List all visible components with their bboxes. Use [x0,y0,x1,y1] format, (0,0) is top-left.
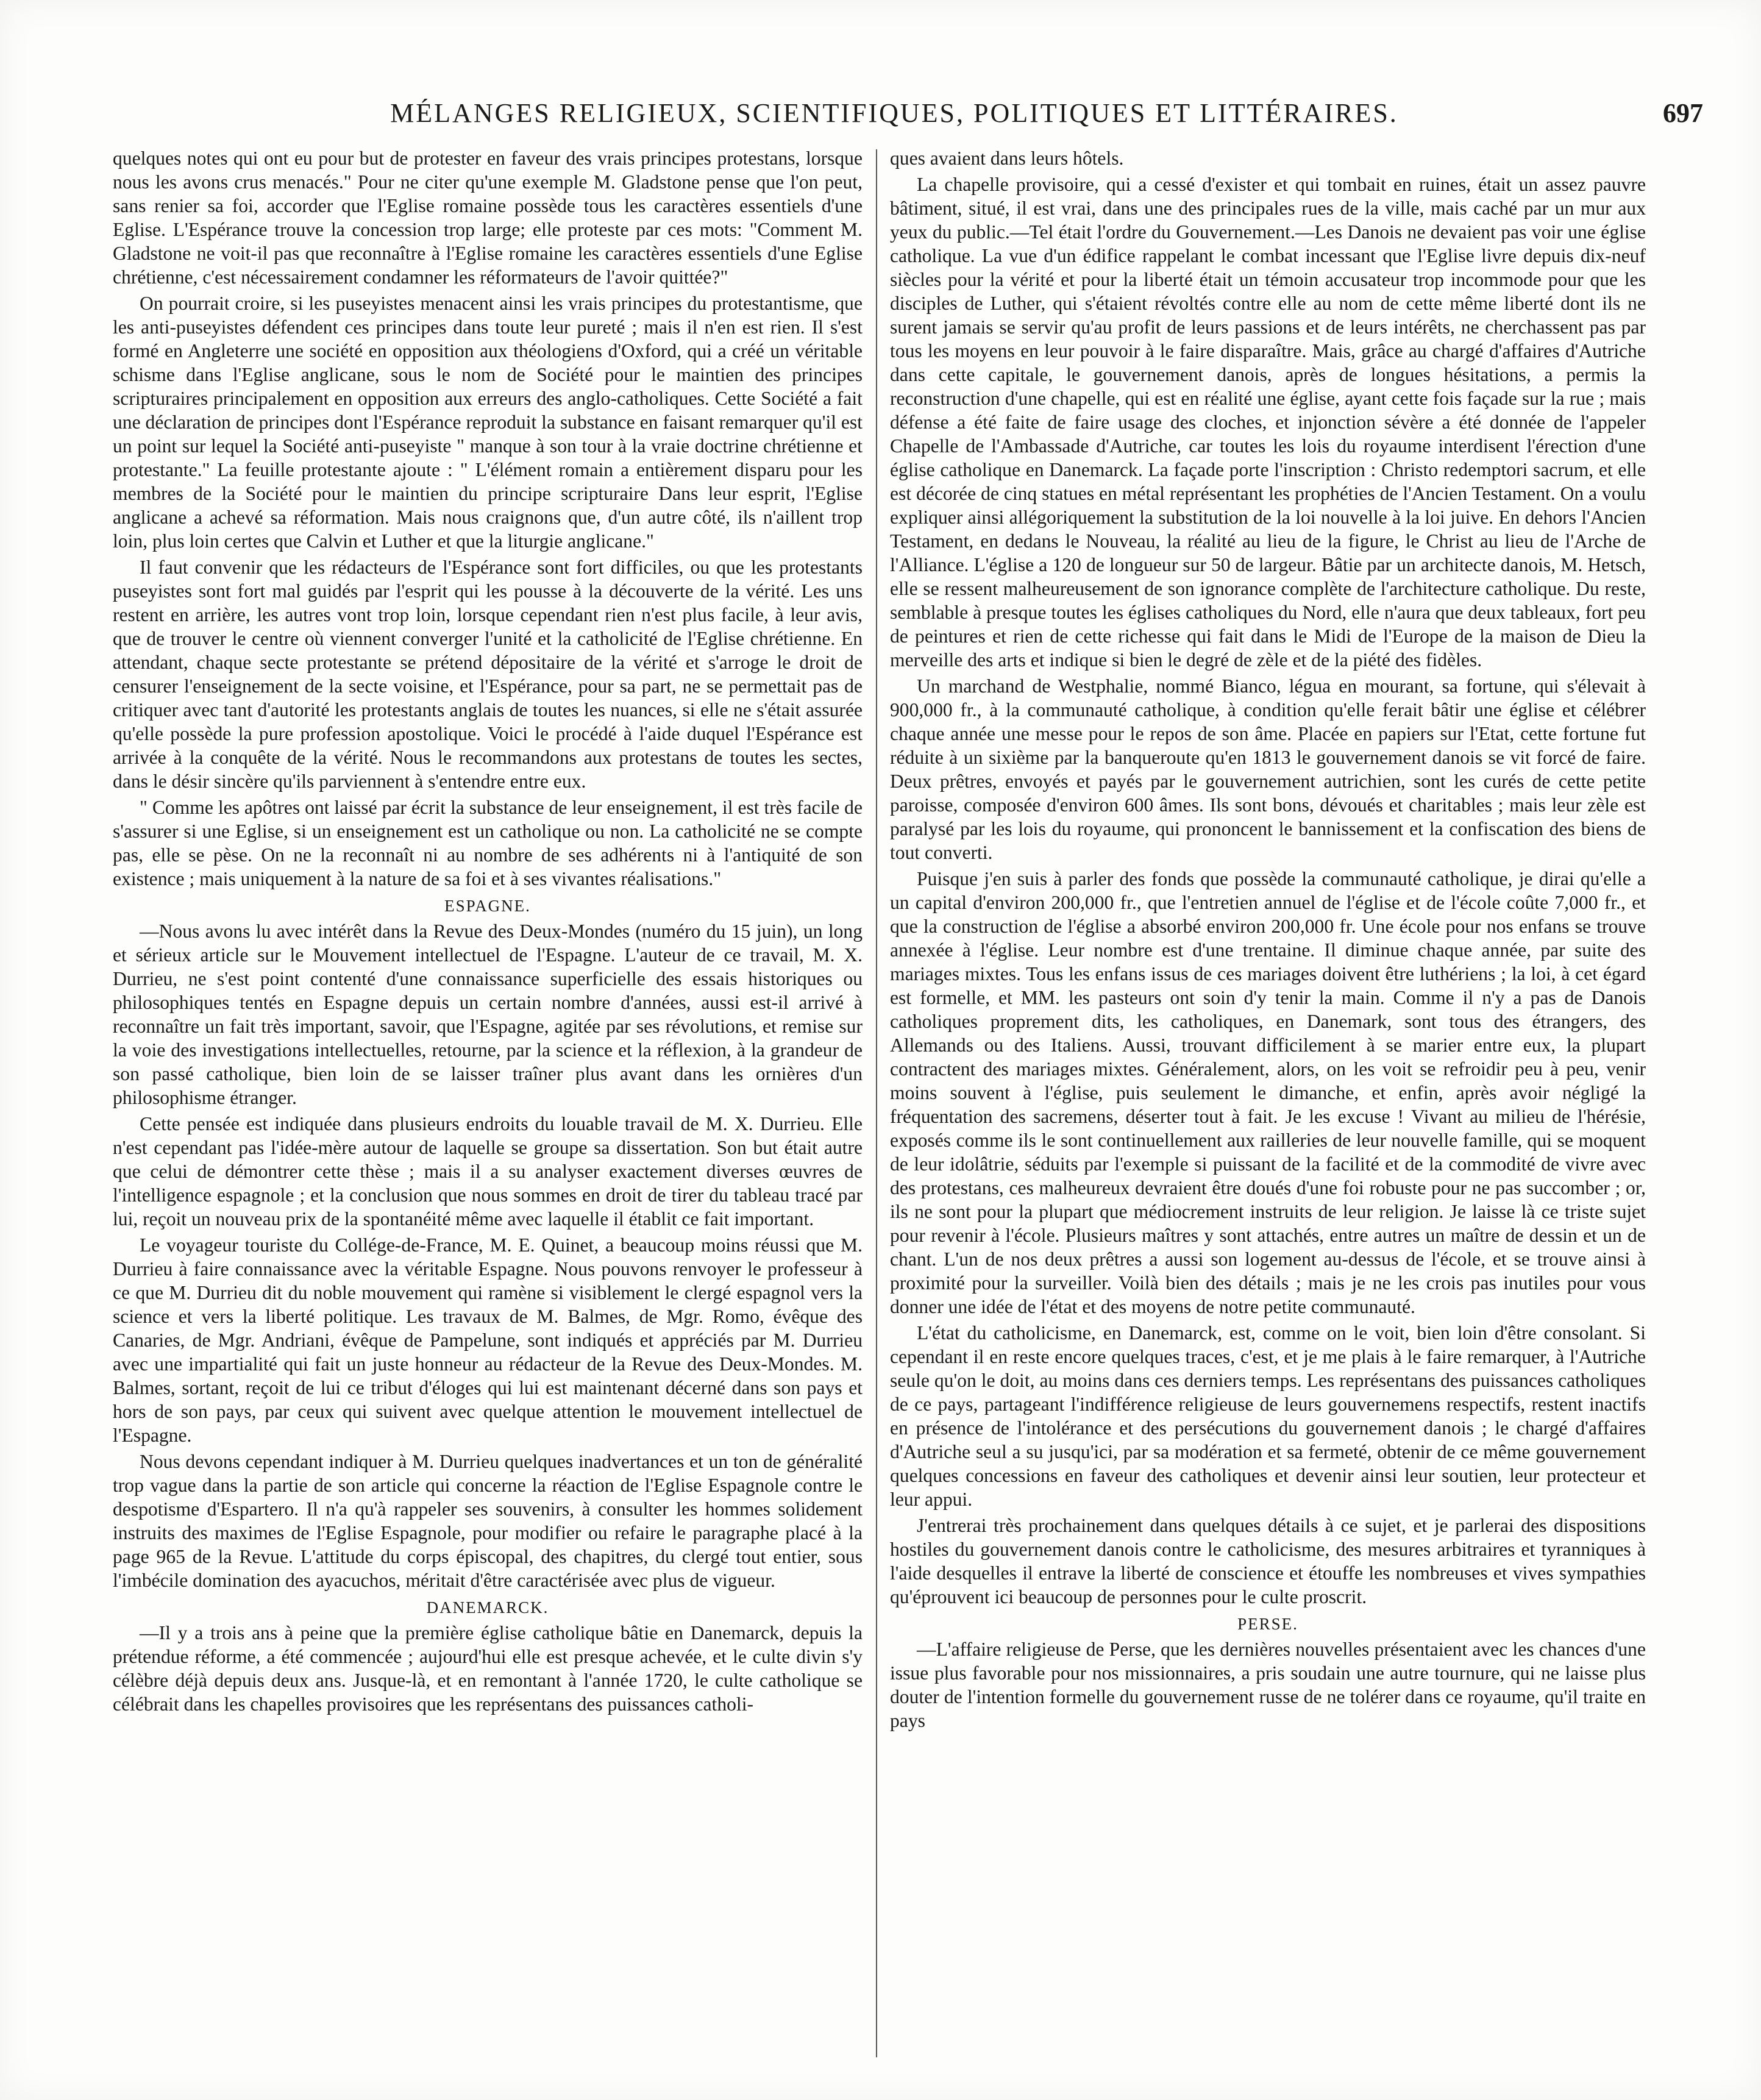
paragraph: Puisque j'en suis à parler des fonds que possède la communauté catholique, je dirai qu'elle a un capital d'environ 200,000 fr., que l'entretien annuel de l'église et de l'école coûte 7,000 fr., et que la construction de l'église a absorbé environ 200,000 fr. Une école pour nos enfans se trouve annexée à l'église. Leur nombre est d'une trentaine. Il diminue chaque année, par suite des mariages mixtes. Tous les enfans issus de ces mariages doivent être luthériens ; la loi, à cet égard est formelle, et MM. les pasteurs ont soin d'y tenir la main. Comme il n'y a pas de Danois catholiques proprement dits, les catholiques, en Danemark, sont tous des étrangers, des Allemands ou des Italiens. Aussi, trouvant difficilement à se marier entre eux, la plupart contractent des mariages mixtes. Généralement, alors, on les voit se refroidir peu à peu, venir moins souvent à l'église, puis seulement le dimanche, et enfin, après avoir négligé la fréquentation des sacremens, déserter tout à fait. Je les excuse ! Vivant au milieu de l'hérésie, exposés comme ils le sont continuellement aux railleries de leur nouvelle famille, qui se moquent de leur idolâtrie, séduits par l'exemple si puissant de la facilité et de la commodité de vivre avec des protestans, ces malheureux devraient être doués d'une foi robuste pour ne pas succomber ; or, ils ne sont pour la plupart que médiocrement instruits de leur religion. Je laisse là ce triste sujet pour revenir à l'école. Plusieurs maîtres y sont attachés, entre autres un maître de dessin et un de chant. L'un de nos deux prêtres a aussi son logement au-dessus de l'école, et se trouve ainsi à proximité pour la surveiller. Voilà bien des détails ; mais je ne les crois pas inutiles pour vous donner une idée de l'état et des moyens de notre petite communauté. [890,868,1646,1317]
paragraph: Cette pensée est indiquée dans plusieurs endroits du louable travail de M. X. Durrieu. Elle n'est cependant pas l'idée-mère autour de laquelle se groupe sa dissertation. Son but était autre que celui de démontrer cette thèse ; mais il a su analyser exactement diverses œuvres de l'intelligence espagnole ; et la conclusion que nous sommes en droit de tirer du tableau tracé par lui, reçoit un nouveau prix de la spontanéité même avec laquelle il établit ce fait important. [113,1113,863,1230]
paragraph: —L'affaire religieuse de Perse, que les dernières nouvelles présentaient avec les chances d'une issue plus favorable pour nos missionnaires, a pris soudain une autre tournure, qui ne laisse plus douter de l'intention formelle du gouvernement russe de ne tolérer dans ce royaume, qu'il traite en pays [890,1639,1646,1731]
paragraph: Le voyageur touriste du Collége-de-France, M. E. Quinet, a beaucoup moins réussi que M. Durrieu à faire connaissance avec la véritable Espagne. Nous pouvons renvoyer le professeur à ce que M. Durrieu dit du noble mouvement qui ramène si visiblement le clergé espagnol vers la science et vers la liberté politique. Les travaux de M. Balmes, de Mgr. Romo, évêque des Canaries, de Mgr. Andriani, évêque de Pampelune, sont indiqués et appréciés par M. Durrieu avec une impartialité qui fait un juste honneur au rédacteur de la Revue des Deux-Mondes. M. Balmes, sortant, reçoit de lui ce tribut d'éloges qui lui est maintenant décerné dans son pays et hors de son pays, par ceux qui suivent avec quelque attention le mouvement intellectuel de l'Espagne. [113,1234,863,1446]
page-number: 697 [1663,98,1703,128]
section-heading-danemarck: DANEMARCK. [426,1598,549,1617]
paragraph: —Il y a trois ans à peine que la première église catholique bâtie en Danemarck, depuis la prétendue réforme, a été commencée ; aujourd'hui elle est presque achevée, et le culte divin s'y célèbre déjà depuis deux ans. Jusque-là, et en remontant à l'année 1720, le culte catholique se célébrait dans les chapelles provisoires que les représentans des puissances catholi- [113,1622,863,1715]
right-column [890,146,1646,2066]
paragraph: J'entrerai très prochainement dans quelques détails à ce sujet, et je parlerai des dispositions hostiles du gouvernement danois contre le catholicisme, des mesures arbitraires et tyranniques à l'aide desquelles il entrave la liberté de conscience et étouffe les nombreuses et vives sympathies qu'éprouvent ici beaucoup de personnes pour le culte proscrit. [890,1515,1646,1607]
left-column [113,146,863,2066]
page-header [85,98,1703,140]
section-heading-espagne: ESPAGNE. [444,897,531,915]
column-divider [876,149,877,2057]
paragraph: La chapelle provisoire, qui a cessé d'exister et qui tombait en ruines, était un assez pauvre bâtiment, situé, il est vrai, dans une des principales rues de la ville, mais caché par un mur aux yeux du public.—Tel était l'ordre du Gouvernement.—Les Danois ne devaient pas voir une église catholique. La vue d'un édifice rappelant le combat incessant que l'Eglise livre depuis dix-neuf siècles pour la vérité et pour la liberté était un témoin accusateur trop incommode pour que les disciples de Luther, qui s'étaient révoltés contre elle au nom de cette même liberté dont ils ne surent jamais se servir qu'au profit de leurs passions et de leurs intérêts, ne cherchassent pas par tous les moyens en leur pouvoir à le faire disparaître. Mais, grâce au chargé d'affaires d'Autriche dans cette capitale, le gouvernement danois, après de longues hésitations, a permis la reconstruction d'une chapelle, qui est en réalité une église, ayant cette fois façade sur la rue ; mais défense a été faite de faire usage des cloches, et injonction sévère a été donnée de l'appeler Chapelle de l'Ambassade d'Autriche, car toutes les lois du royaume interdisent l'érection d'une église catholique en Danemarck. La façade porte l'inscription : Christo redemptori sacrum, et elle est décorée de cinq statues en métal représentant les prophéties de l'Ancien Testament. On a voulu expliquer ainsi allégoriquement la substitution de la loi nouvelle à la loi juive. En dehors l'Ancien Testament, en dedans le Nouveau, la réalité au lieu de la figure, le Christ au lieu de l'Arche de l'Alliance. L'église a 120 de longueur sur 50 de largeur. Bâtie par un architecte danois, M. Hetsch, elle se ressent malheureusement de son ignorance complète de l'architecture catholique. Du reste, semblable à presque toutes les églises catholiques du Nord, elle n'aura que deux tableaux, fort peu de peintures et rien de cette richesse qui fait dans le Midi de l'Europe de la maison de Dieu la merveille des arts et indique si bien le degré de zèle et de la piété des fidèles. [890,174,1646,671]
paragraph: " Comme les apôtres ont laissé par écrit la substance de leur enseignement, il est très facile de s'assurer si une Eglise, si un enseignement est un catholique ou non. La catholicité ne se compte pas, elle se pèse. On ne la reconnaît ni au nombre de ses adhérents ni à l'antiquité de son existence ; mais uniquement à la nature de sa foi et à ses vivantes réalisations." [113,797,863,889]
paragraph: —Nous avons lu avec intérêt dans la Revue des Deux-Mondes (numéro du 15 juin), un long et sérieux article sur le Mouvement intellectuel de l'Espagne. L'auteur de ce travail, M. X. Durrieu, ne s'est point contenté d'une connaissance superficielle des essais historiques ou philosophiques tentés en Espagne depuis un certain nombre d'années, aussi est-il arrivé à reconnaître un fait très important, savoir, que l'Espagne, agitée par ses révolutions, et remise sur la voie des investigations intellectuelles, retourne, par la science et la réflexion, à la grandeur de son passé catholique, bien loin de se laisser traîner plus avant dans les ornières d'un philosophisme étranger. [113,920,863,1108]
paragraph: L'état du catholicisme, en Danemarck, est, comme on le voit, bien loin d'être consolant. Si cependant il en reste encore quelques traces, c'est, et je me plais à le faire remarquer, à l'Autriche seule qu'on le doit, au moins dans ces derniers temps. Les représentans des puissances catholiques de ce pays, partageant l'indifférence religieuse de leurs gouvernemens respectifs, restent inactifs en présence de l'intolérance et des persécutions du gouvernement danois ; le chargé d'affaires d'Autriche seul a su jusqu'ici, par sa modération et sa fermeté, obtenir de ce même gouvernement quelques concessions en faveur des catholiques et devenir ainsi leur soutien, leur protecteur et leur appui. [890,1322,1646,1510]
paragraph: Il faut convenir que les rédacteurs de l'Espérance sont fort difficiles, ou que les protestants puseyistes sont fort mal guidés par l'esprit qui les pousse à la découverte de la vérité. Les uns restent en arrière, les autres vont trop loin, lorsque cependant rien n'est plus facile, à leur avis, que de trouver le centre où viennent converger l'unité et la catholicité de l'Eglise chrétienne. En attendant, chaque secte protestante se prétend dépositaire de la vérité et s'arroge le droit de censurer l'enseignement de la secte voisine, et l'Espérance, pour sa part, ne se permettait pas de critiquer avec tant d'autorité les protestants anglais de toutes les nuances, si elle ne s'était assurée qu'elle possède la pure profession apostolique. Voici le procédé à l'aide duquel l'Espérance est arrivée à la conquête de la vérité. Nous le recommandons aux protestans de toutes les sectes, dans le désir sincère qu'ils parviennent à s'entendre entre eux. [113,557,863,792]
running-title: MÉLANGES RELIGIEUX, SCIENTIFIQUES, POLITIQUES ET LITTÉRAIRES. [390,98,1398,128]
paragraph: Nous devons cependant indiquer à M. Durrieu quelques inadvertances et un ton de généralité trop vague dans la partie de son article qui concerne la réaction de l'Eglise Espagnole contre le despotisme d'Espartero. Il n'a qu'à rappeler ses souvenirs, à consulter les hommes solidement instruits des maximes de l'Eglise Espagnole, pour modifier ou refaire le paragraphe placé à la page 965 de la Revue. L'attitude du corps épiscopal, des chapitres, du clergé tout entier, sous l'imbécile domination des ayacuchos, méritait d'être caractérisée avec plus de vigueur. [113,1451,863,1591]
paragraph: Un marchand de Westphalie, nommé Bianco, légua en mourant, sa fortune, qui s'élevait à 900,000 fr., à la communauté catholique, à condition qu'elle ferait bâtir une église et célébrer chaque année une messe pour le repos de son âme. Placée en papiers sur l'Etat, cette fortune fut réduite à un sixième par la banqueroute qu'en 1813 le gouvernement danois se vit forcé de faire. Deux prêtres, envoyés et payés par le gouvernement autrichien, sont les curés de cette petite paroisse, composée d'environ 600 âmes. Ils sont bons, dévoués et charitables ; mais leur zèle est paralysé par les lois du royaume, qui prononcent le bannissement et la confiscation des biens de tout converti. [890,675,1646,863]
paragraph: quelques notes qui ont eu pour but de protester en faveur des vrais principes protestans, lorsque nous les avons crus menacés." Pour ne citer qu'une exemple M. Gladstone pense que l'on peut, sans renier sa foi, accorder que l'Eglise romaine possède tous les caractères essentiels d'une Eglise. L'Espérance trouve la concession trop large; elle proteste par ces mots: "Comment M. Gladstone ne voit-il pas que reconnaître à l'Eglise romaine les caractères essentiels d'une Eglise chrétienne, c'est nécessairement condamner les réformateurs de l'avoir quittée?" [113,148,863,288]
paragraph: ques avaient dans leurs hôtels. [890,148,1124,169]
paragraph: On pourrait croire, si les puseyistes menacent ainsi les vrais principes du protestantisme, que les anti-puseyistes défendent ces principes dans toute leur pureté ; mais il n'en est rien. Il s'est formé en Angleterre une société en opposition aux théologiens d'Oxford, qui a créé un véritable schisme dans l'Eglise anglicane, sous le nom de Société pour le maintien des principes scripturaires principalement en opposition aux erreurs des anglo-catholiques. Cette Société a fait une déclaration de principes dont l'Espérance reproduit la substance en faisant remarquer qu'il est un point sur lequel la Société anti-puseyiste " manque à son tour à la vraie doctrine chrétienne et protestante." La feuille protestante ajoute : " L'élément romain a entièrement disparu pour les membres de la Société pour le maintien du principe scripturaire Dans leur esprit, l'Eglise anglicane a achevé sa réformation. Mais nous craignons que, d'un autre côté, ils n'aillent trop loin, plus loin certes que Calvin et Luther et que la liturgie anglicane." [113,293,863,552]
section-heading-perse: PERSE. [1237,1615,1298,1633]
